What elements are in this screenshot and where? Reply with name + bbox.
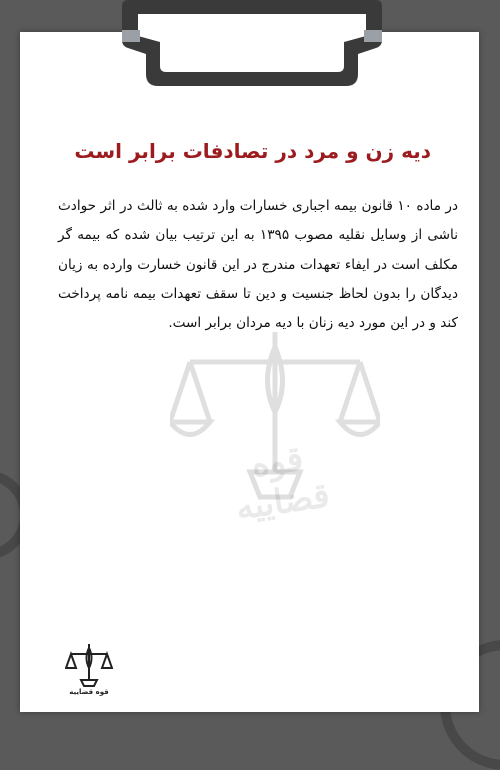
document-page (20, 32, 479, 712)
judiciary-emblem-icon (65, 640, 113, 708)
page-title: دیه زن و مرد در تصادفات برابر است (74, 139, 431, 163)
clipboard-clip (112, 0, 392, 92)
watermark-text: قوه قضاییه (233, 438, 333, 529)
logo-label: قوه قضاییه (69, 688, 109, 696)
body-paragraph: در ماده ۱۰ قانون بیمه اجباری خسارات وارد شده به ثالث در اثر حوادث ناشی از وسایل نقلیه مصوب ۱۳۹۵ به این ترتیب بیان شده که بیمه گر مکلف است در ایفاء تعهدات مندرج در این قانون خسارت وارده به زیان دیدگان را بدون لحاظ جنسیت و دین تا سقف تعهدات بیمه نامه پرداخت کند و در این مورد دیه زنان با دیه مردان برابر است. (58, 198, 459, 332)
